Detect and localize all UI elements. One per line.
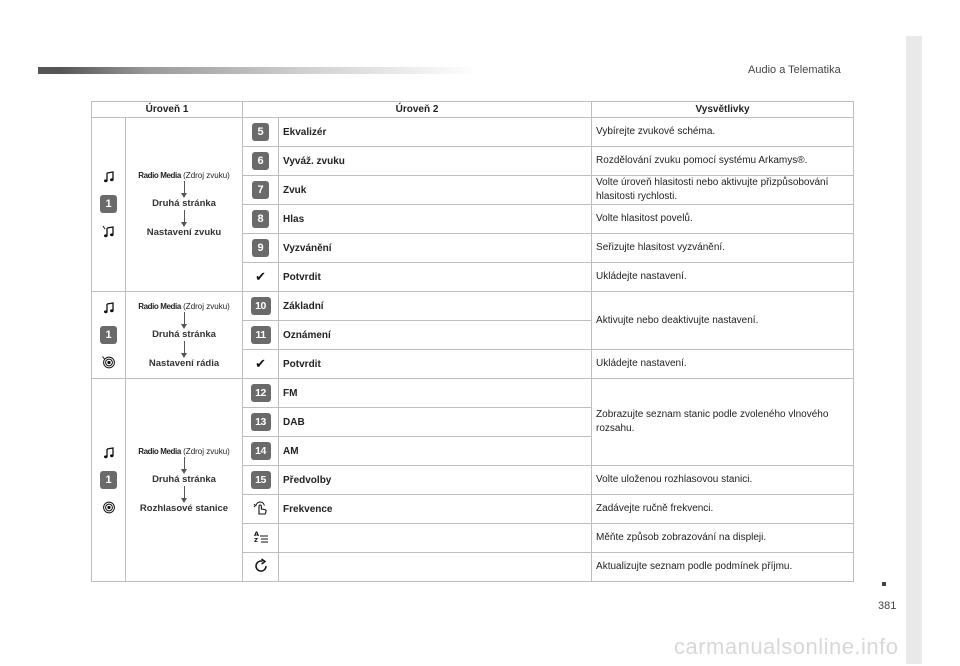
checkmark-icon: ✔ <box>255 356 266 371</box>
music-note-icon <box>103 302 115 314</box>
display-mode-icon <box>253 529 269 545</box>
page-number: 381 <box>878 600 897 612</box>
item-name: Hlas <box>279 205 592 234</box>
item-name: Frekvence <box>279 495 592 524</box>
page-header-title: Audio a Telematika <box>748 64 841 76</box>
header-gradient-bar <box>38 67 478 74</box>
sound-settings-icon <box>102 225 116 238</box>
item-name: Vyváž. zvuku <box>279 147 592 176</box>
step-badge: 1 <box>100 195 117 213</box>
path-step3: Nastavení rádia <box>148 357 220 369</box>
music-note-icon <box>103 447 115 459</box>
level1-path <box>126 292 243 379</box>
table-row <box>92 118 854 147</box>
music-note-icon <box>103 171 115 183</box>
step-badge: 1 <box>100 326 117 344</box>
item-desc: Ukládejte nastavení. <box>592 350 854 379</box>
header-level1: Úroveň 1 <box>92 102 243 118</box>
svg-text:A: A <box>253 529 259 538</box>
item-badge: 12 <box>251 384 271 402</box>
menu-table <box>91 101 854 582</box>
item-desc: Aktualizujte seznam podle podmínek příjmu. <box>592 553 854 582</box>
item-desc: Rozdělování zvuku pomocí systému Arkamys®. <box>592 147 854 176</box>
header-level2: Úroveň 2 <box>243 102 592 118</box>
item-desc: Volte hlasitost povelů. <box>592 205 854 234</box>
refresh-icon <box>253 558 269 574</box>
item-badge: 5 <box>252 123 269 141</box>
item-desc: Aktivujte nebo deaktivujte nastavení. <box>592 292 854 350</box>
radio-settings-icon <box>102 356 116 369</box>
item-desc: Seřizujte hlasitost vyzvánění. <box>592 234 854 263</box>
item-badge: 15 <box>251 471 271 489</box>
item-name: Potvrdit <box>279 350 592 379</box>
down-arrow-icon <box>184 457 185 470</box>
item-name: FM <box>279 379 592 408</box>
manual-frequency-icon <box>253 500 269 516</box>
item-badge: 14 <box>251 442 271 460</box>
level1-icons <box>92 118 126 292</box>
item-desc: Zobrazujte seznam stanic podle zvoleného vlnového rozsahu. <box>592 379 854 466</box>
item-name: AM <box>279 437 592 466</box>
item-name: Oznámení <box>279 321 592 350</box>
item-desc: Volte úroveň hlasitosti nebo aktivujte přizpůsobování hlasitosti rychlosti. <box>592 176 854 205</box>
down-arrow-icon <box>184 312 185 325</box>
path-source: Radio Media (Zdroj zvuku) <box>138 301 230 311</box>
path-source: Radio Media (Zdroj zvuku) <box>138 446 230 456</box>
down-arrow-icon <box>184 210 185 223</box>
item-name <box>279 524 592 553</box>
item-badge: 11 <box>251 326 271 344</box>
item-name: DAB <box>279 408 592 437</box>
step-badge: 1 <box>100 471 117 489</box>
item-name: Základní <box>279 292 592 321</box>
section-end-mark <box>882 582 886 586</box>
item-name: Předvolby <box>279 466 592 495</box>
item-name: Zvuk <box>279 176 592 205</box>
item-name: Ekvalizér <box>279 118 592 147</box>
level1-path <box>126 379 243 582</box>
path-step2: Druhá stránka <box>152 473 216 485</box>
down-arrow-icon <box>184 181 185 194</box>
item-badge: 8 <box>252 210 269 228</box>
item-badge: 6 <box>252 152 269 170</box>
item-desc: Ukládejte nastavení. <box>592 263 854 292</box>
item-name <box>279 553 592 582</box>
side-margin-bar <box>906 36 922 664</box>
watermark: carmanualsonline.info <box>674 634 899 659</box>
level1-path <box>126 118 243 292</box>
checkmark-icon: ✔ <box>255 269 266 284</box>
item-badge: 9 <box>252 239 269 257</box>
item-name: Potvrdit <box>279 263 592 292</box>
table-row <box>92 292 854 321</box>
item-badge: 10 <box>251 297 271 315</box>
radio-station-icon <box>102 501 116 514</box>
level1-icons <box>92 292 126 379</box>
path-step2: Druhá stránka <box>152 198 216 209</box>
header-explanations: Vysvětlivky <box>592 102 854 118</box>
path-step2: Druhá stránka <box>152 328 216 340</box>
item-badge: 13 <box>251 413 271 431</box>
svg-text:Z: Z <box>253 537 258 544</box>
level1-icons <box>92 379 126 582</box>
path-source: Radio Media (Zdroj zvuku) <box>138 171 230 180</box>
item-desc: Zadávejte ručně frekvenci. <box>592 495 854 524</box>
item-desc: Měňte způsob zobrazování na displeji. <box>592 524 854 553</box>
item-name: Vyzvánění <box>279 234 592 263</box>
table-row <box>92 379 854 408</box>
table-header-row <box>92 102 854 118</box>
down-arrow-icon <box>184 486 185 499</box>
path-step3: Nastavení zvuku <box>146 227 222 238</box>
item-badge: 7 <box>252 181 269 199</box>
item-desc: Volte uloženou rozhlasovou stanici. <box>592 466 854 495</box>
down-arrow-icon <box>184 341 185 354</box>
path-step3: Rozhlasové stanice <box>139 502 229 514</box>
item-desc: Vybírejte zvukové schéma. <box>592 118 854 147</box>
